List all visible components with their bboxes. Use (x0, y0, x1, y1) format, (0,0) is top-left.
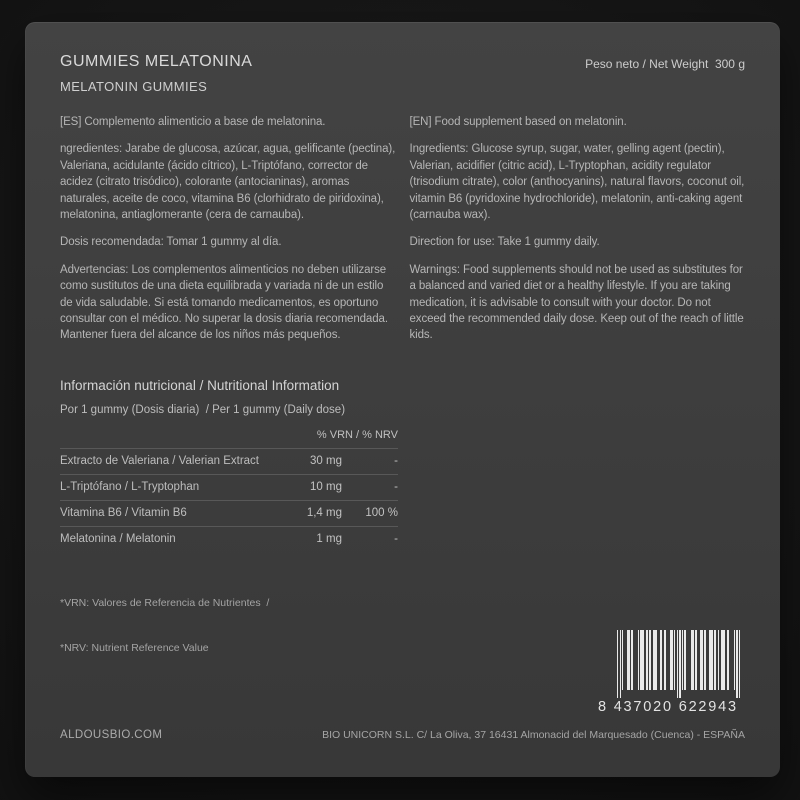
barcode-bars (617, 630, 740, 698)
en-ingredients: Ingredients: Glucose syrup, sugar, water, gelling agent (pectin), Valerian, acidifier (citric acid), L-Tryptophan, acidity regulator (trisodium citrate), color (anthocyanins), natural flavors, coconut oil, vitamin B6 (pyridoxine hydrochloride), melatonin, anti-caking agent (carnauba wax). (409, 143, 745, 222)
nutrient-nrv: - (394, 455, 398, 468)
nutrition-subtitle: Por 1 gummy (Dosis diaria) / Per 1 gummy (Daily dose) (60, 403, 346, 416)
label-footer (60, 729, 745, 741)
nutrition-nrv-header: % VRN / % NRV (316, 428, 398, 441)
nutrition-table (60, 429, 398, 552)
product-subtitle: MELATONIN GUMMIES (60, 79, 208, 94)
nutrient-name: L-Triptófano / L-Tryptophan (60, 481, 200, 494)
es-intro: [ES] Complemento alimenticio a base de melatonina. (60, 116, 326, 128)
product-title: GUMMIES MELATONINA (60, 53, 253, 70)
title-block (60, 54, 252, 93)
nutrient-name: Melatonina / Melatonin (60, 533, 176, 546)
es-warnings: Advertencias: Los complementos alimenticios no deben utilizarse como sustitutos de una dieta equilibrada y variada ni de un estilo de vida saludable. Si está tomando medicamentos, es oportuno consultar con el médico. No superar la dosis diaria recomendada. Mantener fuera del alcance de los niños más pequeños. (60, 263, 388, 342)
company-address: BIO UNICORN S.L. C/ La Oliva, 37 16431 Almonacid del Marquesado (Cuenca) - ESPAÑA (322, 729, 745, 741)
nutrient-amount: 1,4 mg (306, 507, 342, 520)
nutrition-section (60, 379, 398, 686)
es-ingredients: ngredientes: Jarabe de glucosa, azúcar, agua, gelificante (pectina), Valeriana, acidulante (ácido cítrico), L-Triptófano, corrector de acidez (citrato trisódico), colorante (antocianinas), aromas naturales, aceite de coco, vitamina B6 (clorhidrato de piridoxina), melatonina, antiaglomerante (cera de carnauba). (60, 143, 396, 222)
table-row (60, 474, 398, 500)
barcode-digits: 8 437020 622943 (598, 699, 738, 715)
barcode (590, 630, 740, 715)
table-row (60, 526, 398, 552)
footnote-nrv: *NRV: Nutrient Reference Value (60, 641, 209, 654)
nutrient-name: Vitamina B6 / Vitamin B6 (60, 507, 187, 520)
footnote-vrn: *VRN: Valores de Referencia de Nutrientes / (60, 596, 270, 609)
nutrient-name: Extracto de Valeriana / Valerian Extract (60, 455, 260, 468)
info-columns (60, 114, 745, 355)
nutrient-nrv: - (394, 481, 398, 494)
en-directions: Direction for use: Take 1 gummy daily. (409, 236, 600, 249)
nutrient-amount: 30 mg (310, 455, 342, 468)
nutrient-nrv: - (394, 533, 398, 546)
table-row (60, 448, 398, 474)
english-column (410, 114, 746, 355)
website-url: ALDOUSBIO.COM (60, 729, 163, 741)
nutrient-amount: 1 mg (316, 533, 342, 546)
label-header (60, 54, 745, 93)
es-dosage: Dosis recomendada: Tomar 1 gummy al día. (60, 236, 282, 249)
en-intro: [EN] Food supplement based on melatonin. (409, 116, 627, 128)
nutrient-amount: 10 mg (310, 481, 342, 494)
product-label-panel (25, 22, 780, 777)
nutrition-title: Información nutricional / Nutritional Information (60, 377, 340, 393)
spanish-column (60, 114, 396, 355)
net-weight: Peso neto / Net Weight 300 g (585, 57, 745, 71)
en-warnings: Warnings: Food supplements should not be used as substitutes for a balanced and varied diet or a healthy lifestyle. If you are taking medication, it is advisable to consult with your doctor. Do not exceed the recommended daily dose. Keep out of the reach of little kids. (409, 263, 744, 342)
table-row (60, 500, 398, 526)
nutrition-footnote (60, 566, 398, 686)
nutrient-nrv: 100 % (365, 507, 398, 520)
